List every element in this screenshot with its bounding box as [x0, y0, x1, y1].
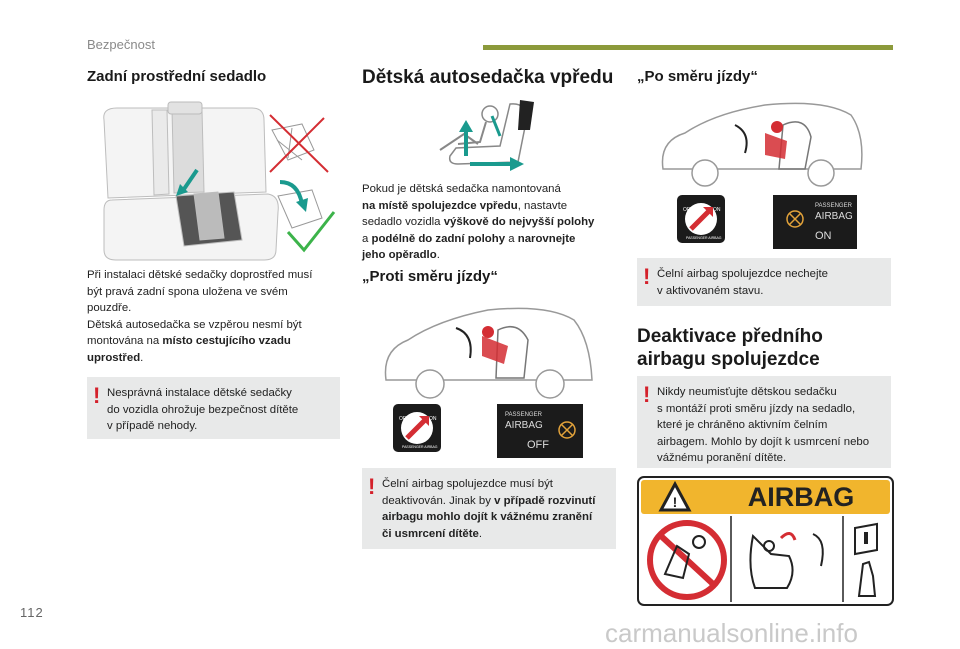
warning-box-forward-facing: [637, 258, 891, 306]
svg-text:!: !: [672, 494, 678, 510]
indicator-passenger: PASSENGER: [505, 412, 542, 418]
text-line: pouzdře.: [87, 302, 132, 314]
switch-caption: PASSENGER AIRBAG: [686, 236, 722, 240]
airbag-on-indicator: [773, 195, 857, 249]
text-line: Pokud je dětská sedačka namontovaná: [362, 183, 561, 195]
heading-rear-middle-seat: Zadní prostřední sedadlo: [87, 68, 267, 85]
text-line: Při instalaci dětské sedačky doprostřed musí: [87, 269, 313, 281]
airbag-key-switch-off: [393, 404, 441, 452]
indicator-on: ON: [815, 230, 832, 242]
car-forward-facing-illustration: [655, 97, 865, 189]
airbag-off-indicator: [497, 404, 583, 458]
warning-line: či usmrcení dítěte.: [382, 527, 483, 540]
warning-icon: !: [368, 474, 376, 499]
heading-forward-facing: „Po směru jízdy“: [637, 68, 758, 85]
warning-line: v případě nehody.: [107, 420, 198, 432]
switch-caption: PASSENGER AIRBAG: [402, 445, 438, 449]
warning-line: s montáží proti směru jízdy na sedadlo,: [657, 402, 856, 415]
warning-line: které je chráněno aktivním čelním: [657, 419, 828, 431]
warning-line: vážnému poranění dítěte.: [657, 452, 787, 464]
switch-on-label: ON: [429, 416, 437, 422]
warning-line: airbagu mohlo dojít k vážnému zranění: [382, 511, 593, 523]
seat-adjust-illustration: [430, 100, 560, 175]
text-line: Dětská autosedačka se vzpěrou nesmí být: [87, 318, 302, 331]
warning-line: deaktivován. Jinak by v případě rozvinutí: [382, 494, 596, 507]
header-rule: [483, 45, 893, 50]
indicator-airbag: AIRBAG: [815, 211, 853, 222]
text-line: být pravá zadní spona uložena ve svém: [87, 285, 288, 298]
warning-box-rear: [87, 377, 340, 439]
section-label: Bezpečnost: [87, 37, 155, 52]
warning-line: do vozidla ohrožuje bezpečnost dítěte: [107, 403, 299, 416]
warning-line: Nesprávná instalace dětské sedačky: [107, 387, 292, 399]
warning-icon: !: [93, 383, 101, 408]
warning-icon: !: [643, 264, 651, 289]
switch-off-label: OFF: [683, 207, 693, 213]
airbag-key-switch-on: [677, 195, 725, 243]
text-line: a podélně do zadní polohy a narovnejte: [362, 232, 576, 245]
text-line: uprostřed.: [87, 351, 144, 364]
text-line: jeho opěradlo.: [362, 249, 440, 261]
heading-line: airbagu spolujezdce: [637, 349, 820, 370]
warning-line: Nikdy neumisťujte dětskou sedačku: [657, 386, 837, 398]
airbag-warning-label: [637, 476, 894, 606]
heading-front-child-seat: Dětská autosedačka vpředu: [362, 67, 614, 88]
page-number: 112: [20, 605, 44, 620]
text-line: na místě spolujezdce vpředu, nastavte: [362, 199, 568, 212]
rear-seat-text: [87, 267, 347, 366]
warning-box-rear-facing: [362, 468, 616, 549]
warning-icon: !: [643, 382, 651, 407]
switch-off-label: OFF: [399, 416, 409, 422]
watermark: carmanualsonline.info: [605, 618, 858, 648]
warning-line: Čelní airbag spolujezdce musí být: [382, 478, 553, 490]
switch-on-label: ON: [713, 207, 721, 213]
rear-seat-illustration: [92, 100, 342, 262]
text-line: sedadlo vozidla výškově do nejvyšší polohy: [362, 216, 595, 228]
heading-deactivate-airbag: [637, 325, 823, 371]
heading-rear-facing: „Proti směru jízdy“: [362, 268, 498, 285]
warning-line: v aktivovaném stavu.: [657, 284, 764, 297]
car-rear-facing-illustration: [378, 300, 598, 400]
front-seat-text: [362, 181, 617, 264]
heading-line: Deaktivace předního: [637, 326, 823, 347]
indicator-airbag: AIRBAG: [505, 420, 543, 431]
warning-box-deactivate: [637, 376, 891, 468]
warning-line: Čelní airbag spolujezdce nechejte: [657, 268, 828, 280]
warning-line: airbagem. Mohlo by dojít k usmrcení nebo: [657, 435, 870, 448]
indicator-off: OFF: [527, 439, 549, 451]
airbag-label-title: AIRBAG: [747, 482, 855, 512]
indicator-passenger: PASSENGER: [815, 203, 852, 209]
text-line: montována na místo cestujícího vzadu: [87, 335, 291, 347]
